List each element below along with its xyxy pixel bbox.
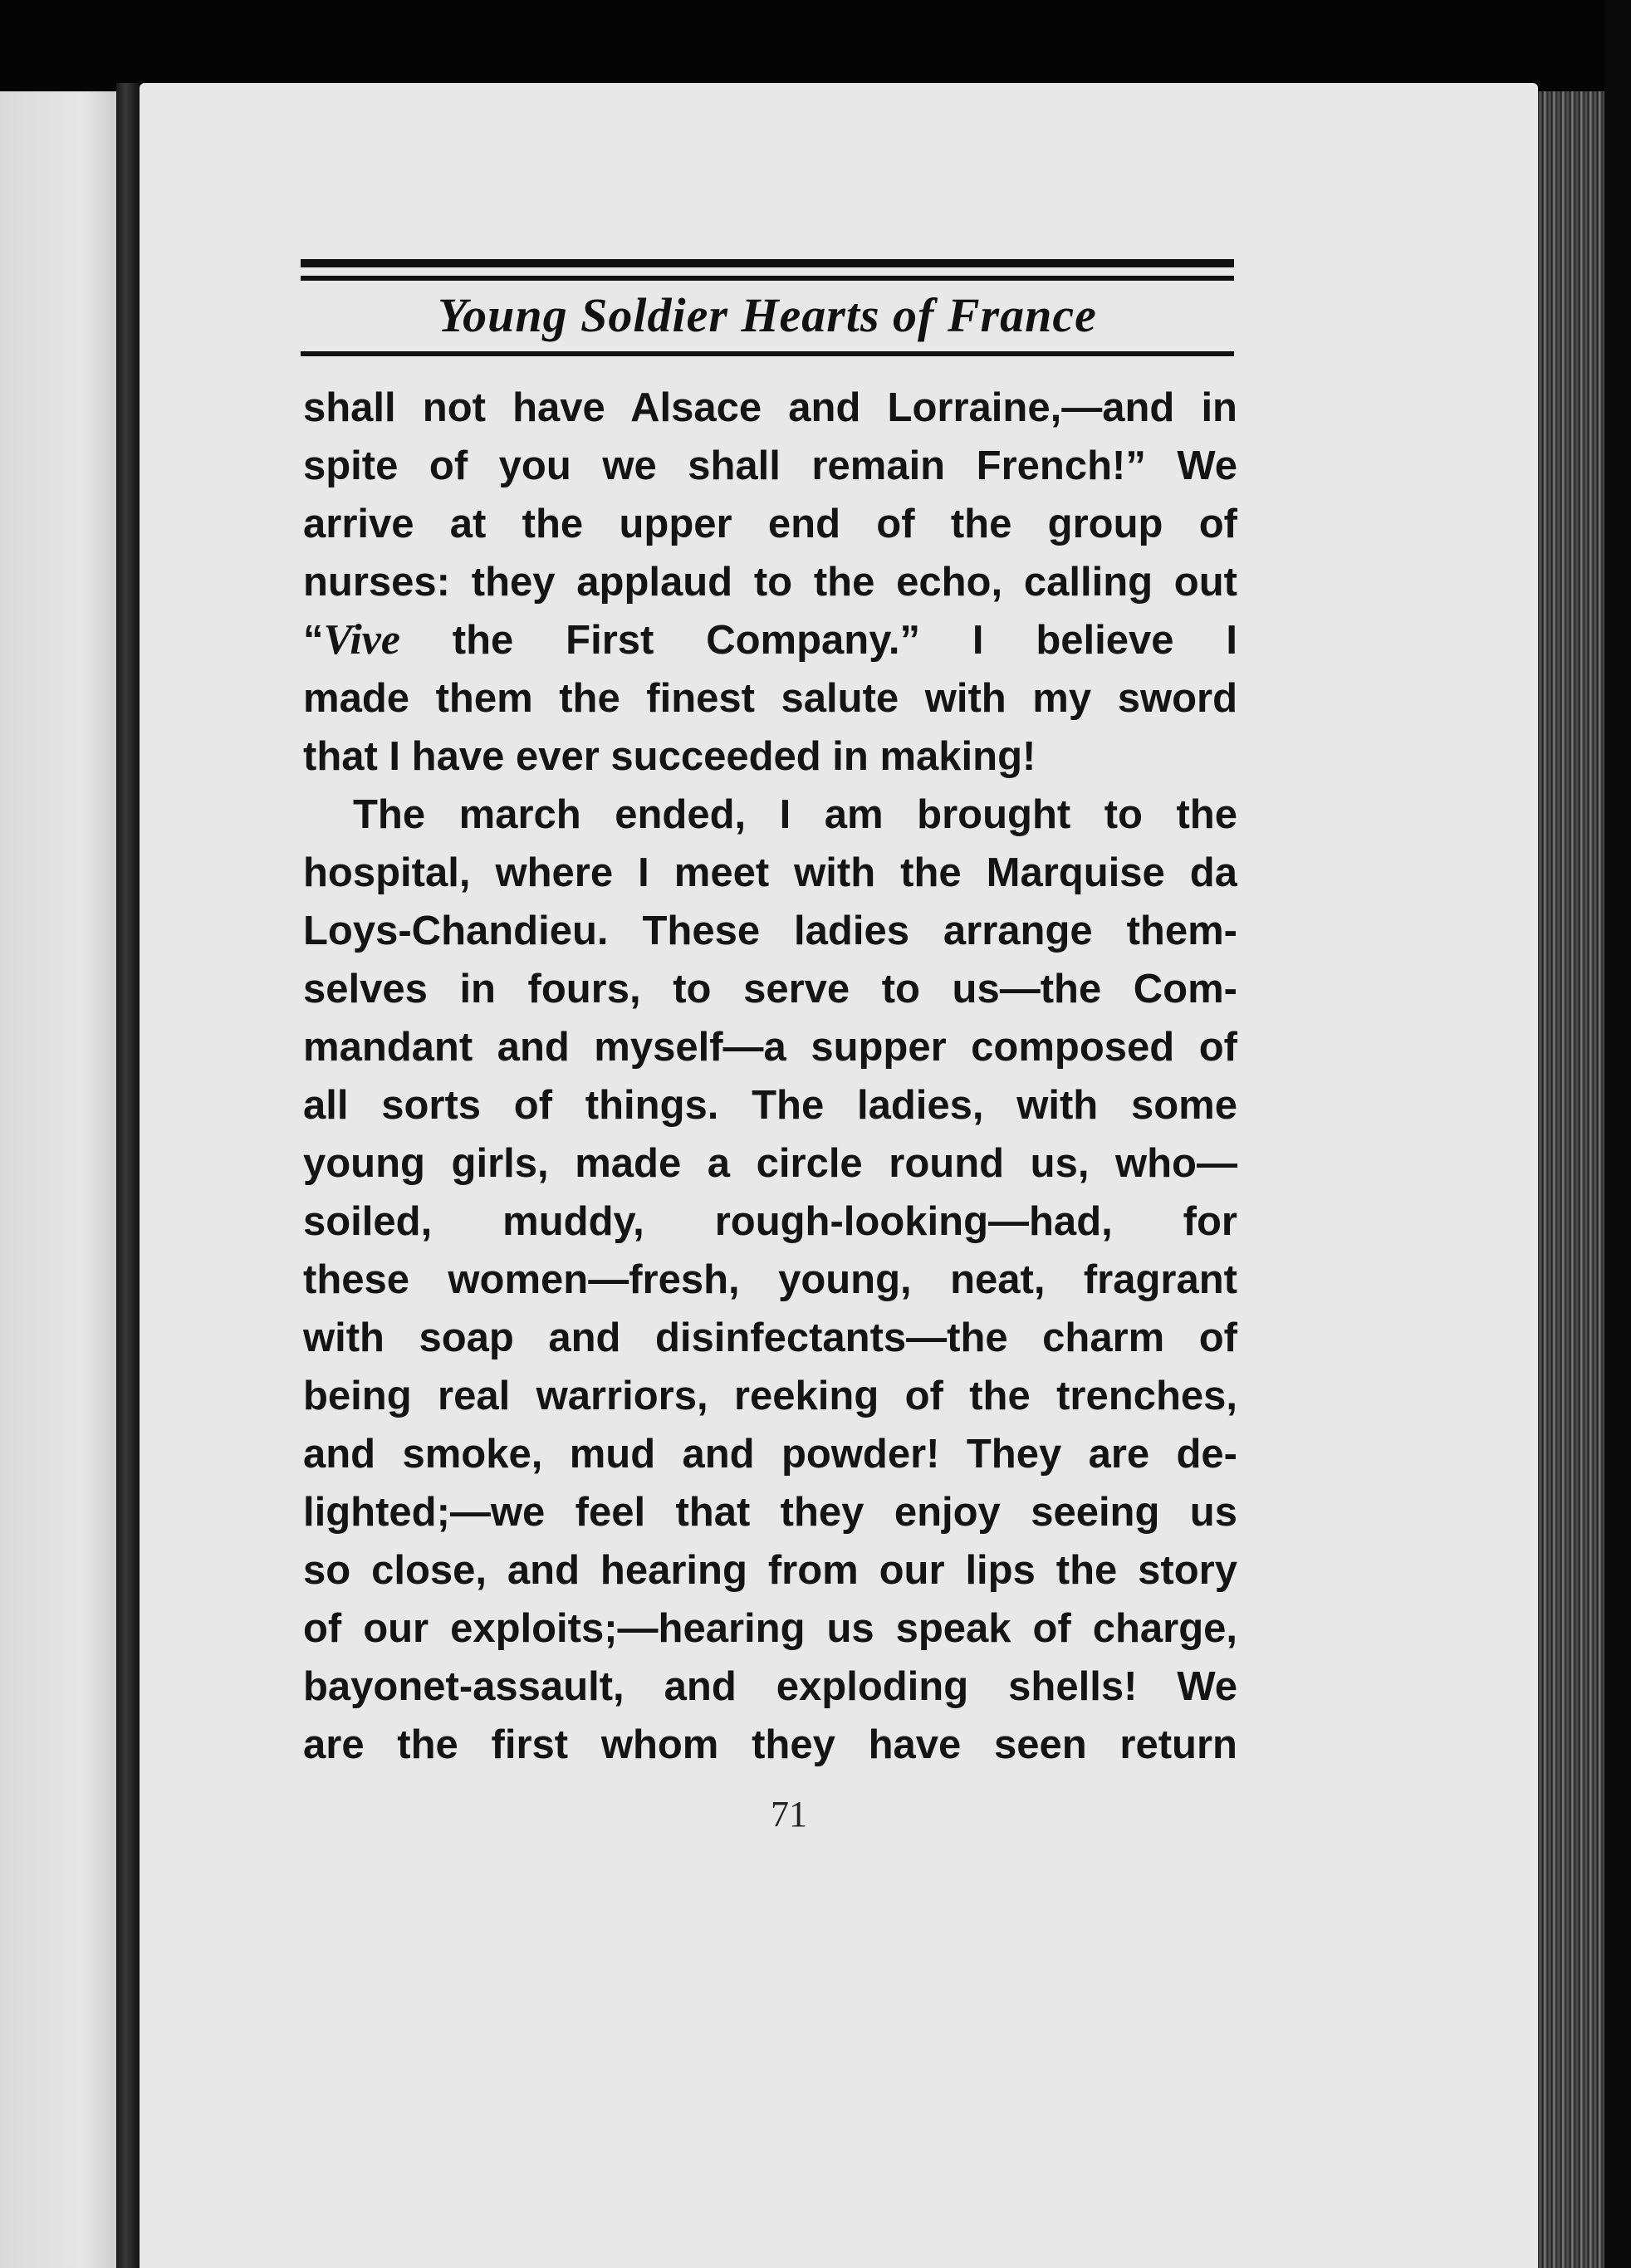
line-rest: the First Company.” I believe I: [399, 618, 1237, 663]
text-line: being real warriors, reeking of the trenches,: [303, 1374, 1237, 1418]
text-line: arrive at the upper end of the group of: [303, 502, 1237, 546]
text-line: and smoke, mud and powder! They are de-: [303, 1432, 1237, 1477]
text-line: soiled, muddy, rough-looking—had, for: [303, 1199, 1237, 1244]
text-line: of our exploits;—hearing us speak of charge,: [303, 1606, 1237, 1651]
scan-border-right: [1604, 0, 1631, 2268]
text-line: shall not have Alsace and Lorraine,—and in: [303, 385, 1237, 430]
text-line: lighted;—we feel that they enjoy seeing us: [303, 1490, 1237, 1535]
text-line: hospital, where I meet with the Marquise da: [303, 850, 1237, 895]
scan-border-top: [0, 0, 1631, 91]
header-rule-thick: [301, 259, 1234, 267]
text-line: made them the finest salute with my sword: [303, 676, 1237, 721]
text-line: young girls, made a circle round us, who—: [303, 1141, 1237, 1186]
text-line: nurses: they applaud to the echo, calling out: [303, 560, 1237, 605]
open-quote: “: [303, 618, 324, 663]
page-number: 71: [771, 1794, 807, 1834]
text-line: [303, 611, 1237, 669]
text-line: The march ended, I am brought to the: [353, 792, 1237, 837]
header-rule-thin: [301, 276, 1234, 281]
text-line: spite of you we shall remain French!” We: [303, 443, 1237, 488]
text-line: Loys-Chandieu. These ladies arrange them-: [303, 909, 1237, 953]
text-line: mandant and myself—a supper composed of: [303, 1025, 1237, 1070]
text-line: are the first whom they have seen return: [303, 1722, 1237, 1767]
text-line: selves in fours, to serve to us—the Com-: [303, 967, 1237, 1012]
text-line: these women—fresh, young, neat, fragrant: [303, 1257, 1237, 1302]
page-edges: [1538, 91, 1604, 2268]
facing-page-edge: [0, 91, 116, 2268]
text-line: all sorts of things. The ladies, with some: [303, 1083, 1237, 1128]
text-line: so close, and hearing from our lips the story: [303, 1548, 1237, 1593]
header-rule-bottom: [301, 351, 1234, 356]
body-text: [303, 379, 1237, 1774]
italic-word: Vive: [323, 616, 400, 664]
text-line: with soap and disinfectants—the charm of: [303, 1315, 1237, 1360]
text-line: that I have ever succeeded in making!: [303, 734, 1036, 779]
book-gutter: [116, 83, 140, 2268]
text-line: bayonet-assault, and exploding shells! We: [303, 1664, 1237, 1709]
running-head: Young Soldier Hearts of France: [438, 288, 1097, 342]
